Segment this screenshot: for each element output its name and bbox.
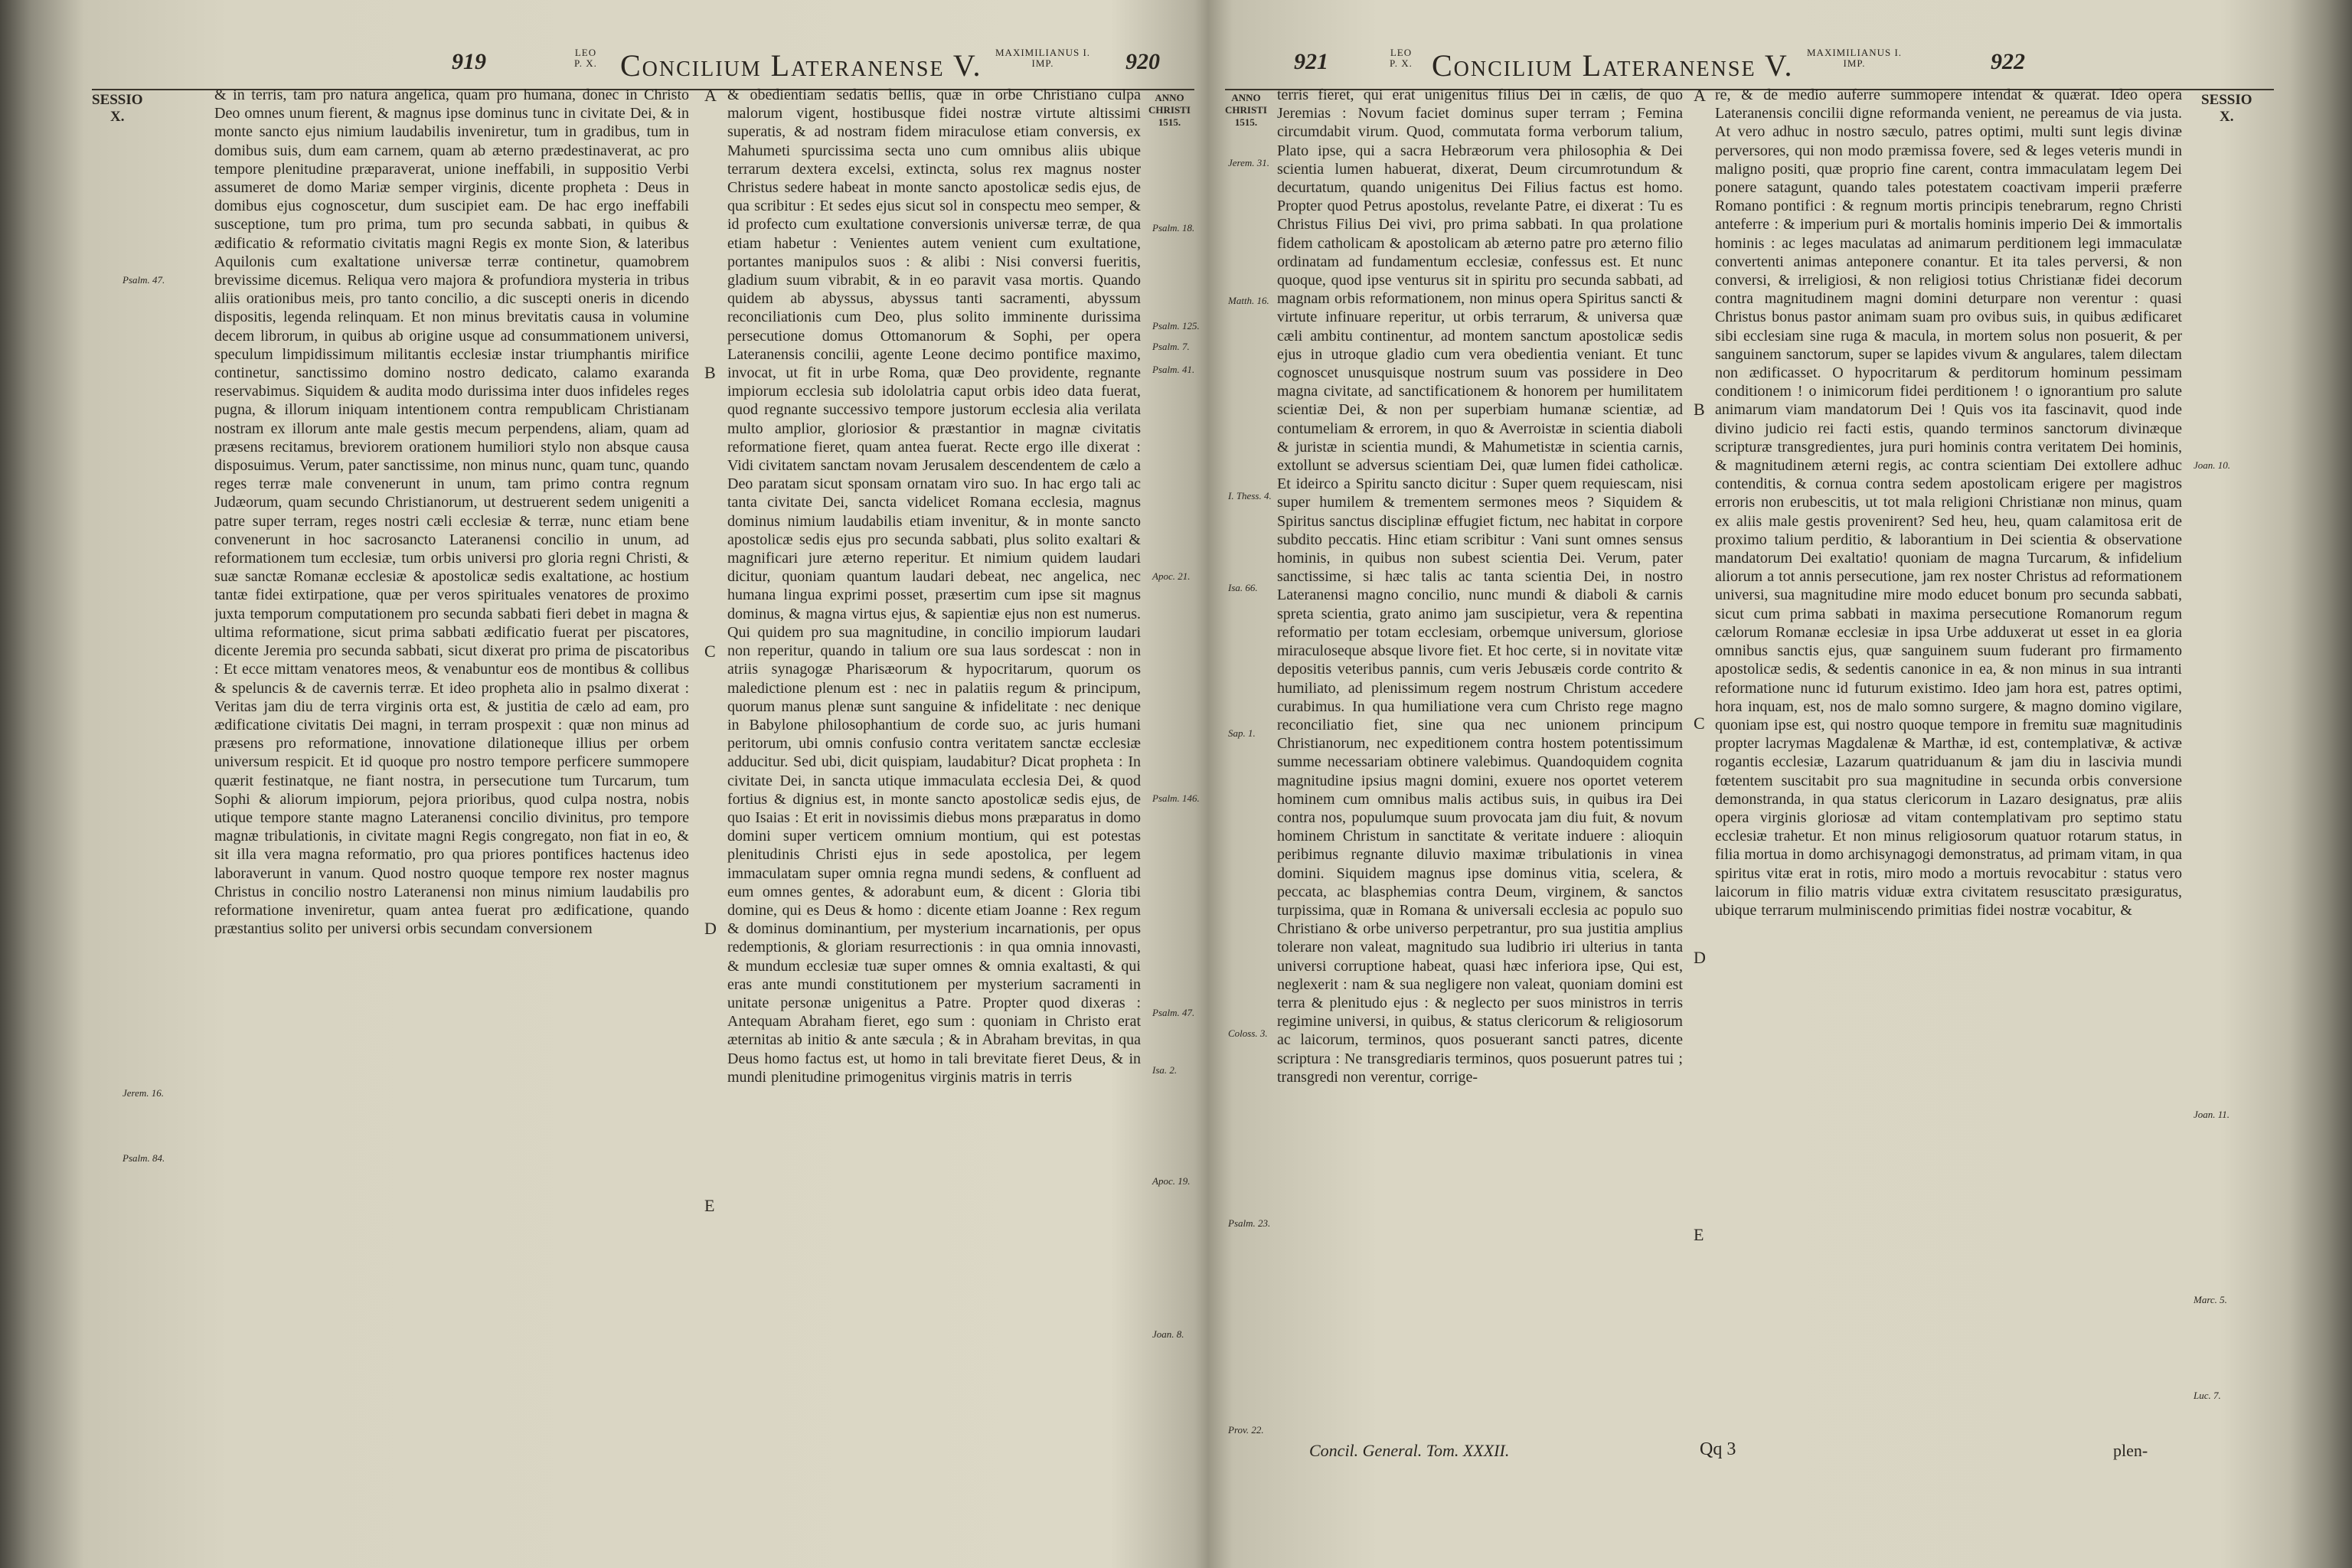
- page-number: 919: [452, 49, 486, 74]
- section-letter: C: [1694, 714, 1705, 733]
- body-text: re, & de medio auferre summopere intendat & quærat. Ideo opera Lateranensis concilii digne reformanda venient, ne pereamus de via justa. At vero adhuc in nostro sæculo, patres optimi, multi sunt legis divinæ perversores, qui non modo præmissa fovere, sed & leges veteris mundi in maligno positi, quæ proprio fine carent, contra immaculatam legem Dei ponere satagunt, quando tales potestatem coactivam imperii præferre Romano pontifici : & regnum mortis principis tenebrarum, regno Christi anteferre : & imperium puri & mortalis hominis imperio Dei & immortalis hominis : ac leges maculatas ad animarum perditionem legi immaculatæ convertenti animas anteponere conantur. Et ita tales perversi, & non conversi, & irreligiosi, & non religiosi totius Christianæ fidei decorum contra magnitudinem magni domini deturpare non verentur : quasi Christus bonus pastor animam suam pro ovibus suis, in quibus ædificaret sibi ecclesiam sine ruga & macula, in mortem solus non posuerit, & per sanguinem sanctorum, super se lapides vivum & angulares, talem dilectam non ædificasset. O hypocritarum & perditorum hominum pessimam conditionem ! o inimicorum fidei perditionem ! o ignorantium pro salute animarum viam mandatorum Dei ! Quis vos ita fascinavit, quod inde divino judicio rei facti estis, quando terminos sanctorum divinæque scripturæ transgredientes, jura puri hominis contra veritatem Dei hominis, & magnitudinem æterni regis, ac contra scientiam Dei extollere adhuc contenditis, & cornua contra sedem apostolicam erigere per magistros erroris non erubescitis, ut tot mala religioni Christianæ non minus, quam ex aliis male gestis provenirent? Sed heu, heu, quam calamitosa erit de proximo talium perditio, & laborantium in Dei scientia & observatione mandatorum Dei exaltatio! quoniam de magna Turcarum, & infidelium aliorum a tot annis persecutione, jam rex noster Christus ad reformationem universi, sua magnitudine mire modo educet bonum pro secunda sabbati, sicut cum prima sabbati in maxima persecutione Romanorum regum cælorum Romanæ ecclesiæ in ipsa Urbe adduxerat ut esset in ea gloria omnibus sanctis ejus, quæ sanguinem suum fuderant pro firmamento apostolicæ sedis, & sedentis canonice in ea, & non minus in sua intranti reformatione nunc id futurum existimo. Ideo jam hora est, patres optimi, hora inquam, est, nos de malo somno surgere, & magno domino vigilare, quoniam ipse est, qui nostro quoque tempore in fremitu suæ magnitudinis propter lacrymas Magdalenæ & Marthæ, id est, contemplativæ, & activæ rogantis ecclesiæ, Lazarum quatriduanum & jam diu in lascivia mundi fœtentem suscitabit pro sua magnitudine in secunda orbis conversione demonstranda, in qua status clericorum in Lazaro designatus, præ aliis opera virginis gloriosæ ad vitam contemplativam pro septimo statu ecclesiæ trahetur. Et non minus religiosorum quatuor rotarum status, in filia mortua in domo archisynagogi demonstratus, ad primam vitam, in qua spiritus vitæ erat in rotis, miro modo a mortuis revocabitur : status vero laicorum in filio matris viduæ extra civitatem resuscitato præsiguratus, ubique terrarum mulminiscendo primitias fidei nostræ vocabitur, &: [1715, 87, 2182, 919]
- emperor-name: MAXIMILIANUS I.: [995, 47, 1091, 58]
- left-page: [92, 0, 1200, 1568]
- session-word: SESSIO: [2201, 92, 2252, 108]
- margin-note: Psalm. 7.: [1152, 341, 1190, 352]
- running-head: [92, 44, 1194, 90]
- pope-number: P. X.: [574, 57, 597, 69]
- margin-note: Matth. 16.: [1228, 295, 1269, 306]
- margin-note: Apoc. 21.: [1152, 570, 1191, 582]
- body-text: terris fieret, qui erat unigenitus filius Dei in cælis, de quo Jeremias : Novum faciet dominus super terram ; Femina circumdabit virum. Quod, commutata forma verborum talium, Plato ipse, qui a sacra Hebræorum vera philosophia & Dei scientia lumen habuerat, dixerat, Deum circumrotundum & decurtatum, quando unigenitus Dei Filius factus est homo. Propter quod Petrus apostolus, revelante Patre, ei dixerat : Tu es Christus Filius Dei vivi, pro prima sabbati. In qua prolatione fidem catholicam & apostolicam ab æterno patre pro æterno filio ordinatam ad fundamentum ecclesiæ, confessus est. Et nunc quoque, quod ipse venturus sit in spiritu pro secunda sabbati, ad magnam orbis reformationem, non minus opera Spiritus sancti & virtute infinuare reperitur, ut orbis terrarum, & universa quæ cæli ambitu continentur, ad montem sanctum apostolicæ sedis ejus in utroque gladio cum vera obedientia veniant. Et tunc cognoscet unusquisque nostrum suum vas possidere in Deo magna civitate, ad sanctificationem & honorem per humilitatem scientiæ Dei, & non per superbiam humanæ scientiæ, ad contumeliam & errorem, in quo & Averroistæ in scientia diaboli & juristæ in scientia mundi, & Mahumetistæ in scientia carnis, extollunt se adversus scientiam Dei, quæ lumen fidei catholicæ. Et ideirco a Spiritu sancto dicitur : Super quem requiescam, nisi super humilem & trementem sermones meos ? Siquidem & Spiritus sanctus disciplinæ effugiet fictum, nec habitat in corpore subdito peccatis. Hinc etiam scribitur : Vani sunt omnes sensus hominis, in quibus non subest scientia Dei. Verum, pater sanctissime, si hæc talis ac tanta scientia Dei, in nostro Lateranensi magno concilio, nunc mundi & diaboli & carnis spreta scientia, grato animo jam suscipietur, vera & repentina reformatio per totam ecclesiam, orbemque universum, gloriose miraculoseque absque livore fiet. Et hoc certe, si in novitate vitæ depositis veteribus pannis, cum veris Jebusæis corde contrito & humiliato, ad plenissimum regem nostrum Christum accedere curabimus. In qua humiliatione vera cum Christo rege magno reconciliatio fiet, sine qua nec unionem principum Christianorum, nec expeditionem contra hostem potentissimum summe necessariam obtinere valebimus. Quandoquidem cognita magnitudine ipsius magni domini, exuere nos oportet veterem hominem cum omnibus malis actibus suis, in quibus ira Dei contra nos, populumque suum provocata jam diu fuit, & novum hominem Christum in sanctitate & veritate induere : alioquin peribimus regnante diluvio maximæ tribulationis in vinea domini. Siquidem magnus ipse dominus vitia, scelera, & peccata, ac blasphemias contra Deum, virginem, & sanctos turpissima, quæ in Romana & universali ecclesia ac populo suo Christiano & orbe universo perpetrantur, pro sua justitia amplius tolerare non valeat, magnitudo sua ludibrio iri ulterius in tanta universi corruptione habeat, quasi hæc inferiora ipse, Qui est, neglexerit : nam & sua negligere non valeat, quoniam domini est terra & plenitudo ejus : & neglecto per suos ministros in terris regimine universi, in quibus, & status clericorum & religiosorum ac laicorum, terminos, quos posuerant sancti patres, dicente scriptura : Ne transgrediaris terminos, quos posuerunt patres tui ; transgredi non verentur, corrige-: [1277, 87, 1683, 1086]
- year-label: [1148, 92, 1191, 129]
- session-number: X.: [110, 109, 125, 125]
- section-letter: B: [704, 363, 716, 382]
- text-column-1: [214, 86, 689, 1410]
- margin-note: Psalm. 47.: [1152, 1007, 1195, 1018]
- year-number: 1515.: [1234, 116, 1258, 128]
- section-letter: B: [1694, 400, 1705, 419]
- section-letter: A: [1694, 86, 1706, 105]
- text-column-2: [1715, 86, 2182, 1410]
- catchword: plen-: [2113, 1441, 2148, 1460]
- page-number: 920: [1125, 49, 1160, 74]
- council-title: Concilium Lateranense V.: [620, 48, 982, 83]
- council-title: Concilium Lateranense V.: [1432, 48, 1794, 83]
- body-text: & obedientiam sedatis bellis, quæ in orbe Christiano culpa malorum vigent, hostibusque fidei nostræ virtute altissimi superatis, & ad nostram fidem miraculose etiam conversis, ex Mahumeti spurcissima secta uno cum omnibus aliis ubique terrarum dextera excelsi, extincta, solus rex magnus noster Christus sedere habeat in monte sancto apostolicæ sedis ejus, de qua scribitur : Et sedes ejus sicut sol in conspectu meo semper, & id profecto cum exultatione conversionis universæ terræ, de qua etiam habetur : Venientes autem venient cum exultatione, portantes manipulos suos : & alibi : Nisi conversi fueritis, gladium suum vibrabit, & in eo paravit vasa mortis. Quando quidem ab abyssus, abyssus tanti sacramenti, abyssum reconciliationis cum Deo, plus solito imminente durissima persecutione domus Ottomanorum & Sophi, per opera Lateranensis concilii, agente Leone decimo pontifice maximo, invocat, ut fit in urbe Roma, quæ Deo providente, regnante impiorum ecclesia sub idololatria caput orbis ideo data fuerat, quod regnante successivo tempore justorum ecclesia alia verilata multo amplior, gloriosior & præstantior in magnæ civitatis reformatione fieret, quam antea fuerat. Recte ergo ille dixerat : Vidi civitatem sanctam novam Jerusalem descendentem de cælo a Deo paratam sicut sponsam ornatam viro suo. In hac ergo tali ac tanta civitate Dei, sancta videlicet Romana ecclesia, magnus dominus nimium laudabilis etiam invenitur, & in monte sancto apostolicæ sedis ejus pro secunda sabbati, plus solito exaltari & magnificari jure æterno reperitur. Et nimium quidem laudari dicitur, quoniam quantum laudari debeat, nec angelica, nec humana lingua exprimi posset, præsertim cum ipse sit magnus dominus, & magna virtus ejus, & sapientiæ ejus non est numerus. Qui quidem pro sua magnitudine, in concilio impiorum laudari non reperitur, quando in talium ore sua laus sordescat : non in atriis synagogæ Pharisæorum & hypocritarum, quorum os maledictione plenum est : nec in palatiis regum & principum, quorum manus plenæ sunt sanguine & infidelitate : nec denique in Babylone philosophantium de corde suo, ac juris humani peritorum, ubi omnis confusio contra veritatem sanctæ ecclesiæ adducitur. Sed ubi, dicit quispiam, laudabitur? Dicat propheta : In civitate Dei, in sancta utique immaculata ecclesia Dei, & quod fortius & dignius est, in monte sancto apostolicæ sedis ejus, de quo Isaias : Et erit in novissimis diebus mons præparatus in domo domini super verticem omnium montium, qui est potestas plenitudinis Christi ejus in sede apostolica, per legem immaculatam super omnia regna mundi sedens, & confluent ad eum omnes gentes, & adorabunt eum, & dicent : Gloria tibi domine, qui es Deus & homo : dicente etiam Joanne : Rex regum & dominus dominantium, per mysterium incarnationis, per opus redemptionis, & gloriam resurrectionis : in qua omnia innovasti, & mundum ecclesiæ tuæ super omnes & omnia exaltasti, & qui eras ante mundi constitutionem per mysterium sacramenti in unitate personæ unigenitus a Patre. Propter quod dixeras : Antequam Abraham fieret, ego sum : quoniam in Christo erat æternitas ab initio & ante sæcula ; & in Abraham brevitas, in qua Deus homo factus est, ut homo in tali brevitate fieret Deus, & in mundi plenitudine primogenitus virginis matris in terris: [727, 87, 1141, 1086]
- year-label: [1225, 92, 1267, 129]
- margin-note: Apoc. 19.: [1152, 1175, 1191, 1187]
- text-column-2: [727, 86, 1141, 1410]
- margin-note: I. Thess. 4.: [1228, 490, 1272, 501]
- margin-note: Psalm. 125.: [1152, 320, 1200, 332]
- pope-name: LEO: [1390, 47, 1413, 58]
- right-page: [1225, 0, 2274, 1568]
- pope-label: [574, 47, 597, 69]
- margin-note: Luc. 7.: [2194, 1390, 2221, 1401]
- pope-number: P. X.: [1390, 57, 1413, 69]
- margin-note: Isa. 66.: [1228, 582, 1258, 593]
- emperor-title: IMP.: [1031, 57, 1054, 69]
- section-letter: D: [704, 919, 717, 938]
- margin-note: Psalm. 47.: [122, 274, 165, 286]
- session-label: [2201, 92, 2252, 126]
- section-letter: C: [704, 642, 716, 661]
- margin-note: Joan. 10.: [2194, 459, 2231, 471]
- anno-word: ANNO: [1231, 92, 1261, 103]
- section-letter: D: [1694, 948, 1706, 967]
- margin-note: Prov. 22.: [1228, 1424, 1264, 1436]
- section-letter: A: [704, 86, 717, 105]
- margin-note: Jerem. 16.: [122, 1087, 165, 1099]
- margin-note: Psalm. 84.: [122, 1152, 165, 1164]
- emperor-title: IMP.: [1843, 57, 1866, 69]
- margin-note: Coloss. 3.: [1228, 1027, 1268, 1039]
- emperor-name: MAXIMILIANUS I.: [1807, 47, 1903, 58]
- running-head: [1225, 44, 2274, 90]
- christi-word: CHRISTI: [1225, 104, 1267, 116]
- pope-name: LEO: [574, 47, 597, 58]
- emperor-label: [995, 47, 1090, 69]
- margin-note: Psalm. 18.: [1152, 222, 1195, 234]
- body-text: & in terris, tam pro natura angelica, quam pro humana, donec in Christo Deo omnes unum fierent, & magnus ipse dominus tunc in civitate Dei, & in monte sancto ejus nimium laudabilis inveniretur, tum in gradibus, tum in domibus suis, dum eam carnem, quam ab æterno prædestinaverat, ac pro tempore plenitudine præparaverat, unione ineffabili, in suppositio Verbi assumeret de domo Mariæ semper virginis, dicente propheta : Deus in domibus ejus cognoscetur, dum suscipiet eam. De hac ergo ineffabili susceptione, tum pro prima, tum pro secunda sabbati, in quibus & ædificatio & reformatio civitatis magni Regis ex monte Sion, & lateribus Aquilonis cum exaltatione universæ terræ continetur, quamobrem brevissime dicemus. Reliqua vero majora & profundiora mysteria in tribus aliis orationibus meis, pro tanto concilio, a dic suscepti oneris in dicendo dispositis, legenda relinquam. Et non minus brevitatis causa in volumine decem librorum, in quibus ab origine usque ad consummationem universi, speculum limpidissimum militantis ecclesiæ instar triumphantis mirifice continetur, sanctissimo domino nostro dedicato, calamo exaranda reservabimus. Siquidem & audita modo durissima inter duos infideles reges pugna, & illorum iniquam intentionem contra rempublicam Christianam nostram ex illorum ante male gestis mecum perpendens, aliam, quam ad præsens recitamus, breviorem orationem humiliori stylo non absque causa disposuimus. Verum, pater sanctissime, non minus nunc, quam tunc, quando reges terræ male convenerunt in unum, tam primo contra regnum Judæorum, quam secundo Christianorum, ut destruerent sedem unigeniti a patre super terram, reges nostri cæli ecclesiæ & terræ, nunc etiam bene convenerunt in hoc sacrosancto Lateranensi concilio in unum, ad reformationem tum ecclesiæ, tum orbis universi pro gloria regni Christi, & suæ sanctæ Romanæ ecclesiæ & apostolicæ sedis exaltatione, ac hostium tantæ fidei extirpatione, quæ per veros spirituales venatores de proximo juxta temporum computationem pro secunda sabbati fieri debet in magna & ultima reformatione, sicut prima sabbati ædificatio fuerat per piscatores, dicente Jeremia pro secunda sabbati, sicut dixerat pro prima de piscatoribus : Et ecce mittam venatores meos, & venabuntur eos de montibus & collibus & speluncis & de cavernis terræ. Et ideo propheta alio in psalmo dixerat : Veritas jam diu de terra virginis orta est, & justitia de cælo ad eam, pro ædificatione civitatis Dei magni, in terram prospexit : quæ non minus ad præsens pro reformatione, innovatione dilationeque illius per orbem universum respicit. Et id quoque pro nostro tempore perficere summopere quærit festinatque, ne fiant nostra, in persecutione tum Turcarum, tum Sophi & aliorum impiorum, pejora prioribus, quod culpa nostra, nobis utique tempore stante magno Lateranensi concilio divinitus, pro tempore magnæ tribulationis, in civitate magni Regis congregato, non fiat in eo, & sit illa vera magna reformatio, pro qua priores pontifices hactenus ideo laboraverunt in vanum. Quod nostro quoque tempore rex noster magnus Christus in concilio nostro Lateranensi non minus nimium laudabilis pro reformatione inveniretur, quam antea fuerat pro ædificatione, quando præstantius solito per universi orbis secundam conversionem: [214, 87, 689, 938]
- page-number: 921: [1294, 49, 1328, 74]
- section-letter: E: [1694, 1225, 1704, 1244]
- margin-note: Isa. 2.: [1152, 1064, 1178, 1076]
- margin-note: Sap. 1.: [1228, 727, 1256, 739]
- session-word: SESSIO: [92, 92, 143, 108]
- session-number: X.: [2220, 109, 2234, 125]
- margin-note: Marc. 5.: [2194, 1294, 2227, 1305]
- emperor-label: [1807, 47, 1902, 69]
- text-column-1: [1277, 86, 1683, 1410]
- margin-note: Psalm. 41.: [1152, 364, 1195, 375]
- margin-note: Joan. 11.: [2194, 1109, 2230, 1120]
- margin-note: Psalm. 23.: [1228, 1217, 1271, 1229]
- page-number: 922: [1991, 49, 2025, 74]
- anno-word: ANNO: [1155, 92, 1184, 103]
- pope-label: [1390, 47, 1413, 69]
- margin-note: Joan. 8.: [1152, 1328, 1184, 1340]
- year-number: 1515.: [1158, 116, 1181, 128]
- christi-word: CHRISTI: [1148, 104, 1191, 116]
- section-letter: E: [704, 1196, 715, 1215]
- session-label: [92, 92, 143, 126]
- margin-note: Jerem. 31.: [1228, 157, 1270, 168]
- margin-note: Psalm. 146.: [1152, 792, 1200, 804]
- signature-mark: Qq 3: [1700, 1439, 1736, 1459]
- signature-line: Concil. General. Tom. XXXII.: [1309, 1441, 1510, 1460]
